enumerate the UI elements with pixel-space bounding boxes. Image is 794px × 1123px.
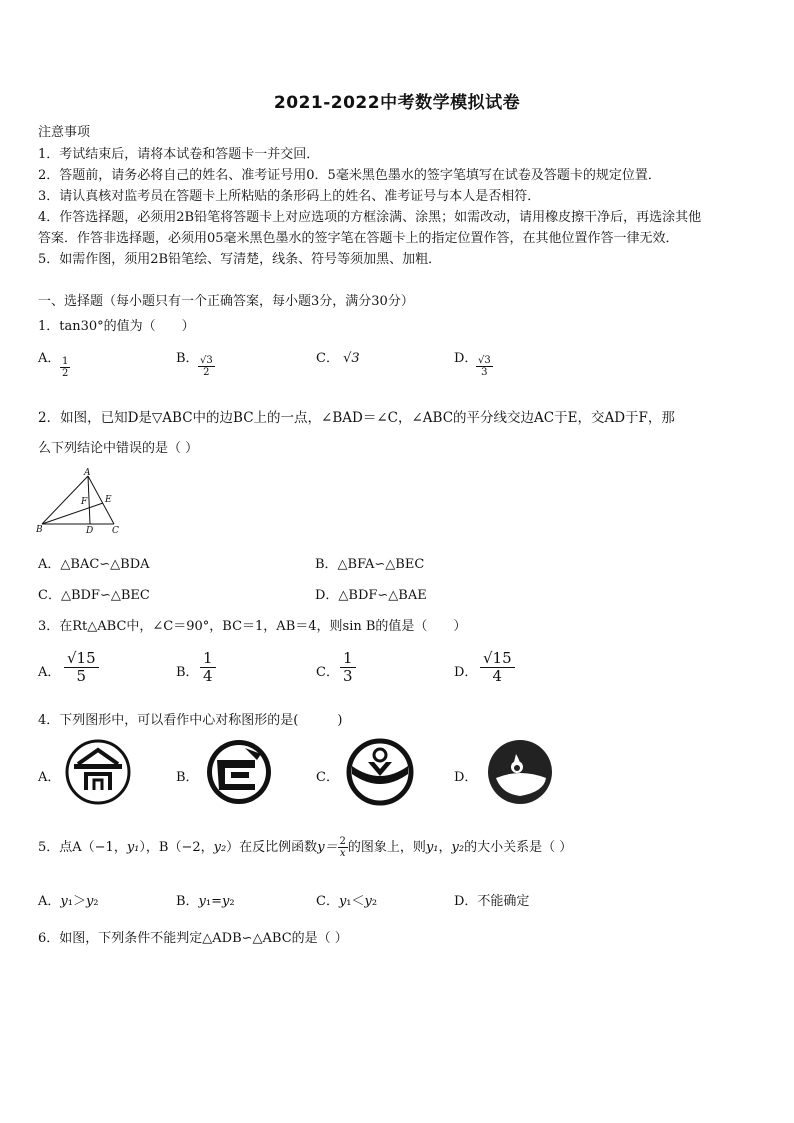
q5-text-f: 的大小关系是（ ） [464, 840, 573, 855]
q2-label-b: B [36, 525, 43, 535]
q1-b-num: √3 [200, 355, 213, 366]
notice-item-2: 2．答题前，请务必将自己的姓名、准考证号用0．5毫米黑色墨水的签字笔填写在试卷及答题卡的规定位置． [38, 168, 661, 183]
q1-label-b: B． [176, 351, 199, 366]
q1-frac-a [60, 356, 70, 379]
q5-func-den: 𝑥 [339, 848, 346, 859]
q5-func-lhs: 𝑦＝ [317, 840, 338, 855]
q5-text-c: ）在反比例函数 [226, 840, 318, 855]
q2-option-c: C．△BDF∽△BEC [38, 588, 150, 603]
q2-option-d: D．△BDF∽△BAE [315, 588, 427, 603]
q4-logo-c [346, 738, 414, 806]
q5-option-c: C．𝑦₁＜𝑦₂ [316, 894, 378, 909]
q1-c-value: √3 [343, 351, 360, 366]
q3-frac-c [340, 650, 356, 685]
q1-frac-b [198, 355, 215, 378]
q5-y1-b: 𝑦₁ [425, 840, 439, 855]
q6-stem: 6．如图，下列条件不能判定△ADB∽△ABC的是（ ） [38, 931, 348, 946]
q2-segment-be [42, 503, 103, 524]
q2-option-b: B．△BFA∽△BEC [315, 557, 425, 572]
q3-frac-d [480, 650, 515, 685]
q1-a-den: 2 [62, 368, 69, 379]
q5-y2-a: 𝑦₂ [213, 840, 227, 855]
q1-label-a: A． [38, 351, 61, 366]
notice-item-1: 1．考试结束后，请将本试卷和答题卡一并交回． [38, 147, 320, 162]
q4-logo-b [205, 738, 273, 806]
q1-option-c [316, 347, 360, 366]
q3-frac-a [64, 650, 99, 685]
q3-frac-b [200, 650, 216, 685]
q1-option-d [454, 347, 477, 366]
q1-option-a [38, 347, 60, 366]
q2-triangle-figure [34, 466, 134, 538]
q5-text-a: 5．点A（−1， [38, 840, 127, 855]
q2-stem-line2: 么下列结论中错误的是（ ） [38, 441, 199, 456]
q4-label-d: D． [454, 770, 478, 785]
q1-stem: 1．tan30°的值为（ ） [38, 319, 195, 334]
q5-y1: 𝑦₁ [126, 840, 140, 855]
q5-option-b: B．𝑦₁=𝑦₂ [176, 894, 235, 909]
q4-logo-a [64, 738, 132, 806]
q1-label-c: C． [316, 351, 339, 366]
q5-option-d: D．不能确定 [454, 894, 530, 909]
q1-a-num: 1 [62, 356, 69, 367]
q3-d-num: √15 [480, 650, 515, 668]
q2-label-a: A [84, 468, 91, 478]
q3-label-b: B． [176, 665, 199, 680]
q3-c-num: 1 [340, 650, 356, 668]
q3-a-den: 5 [76, 667, 87, 685]
q2-segment-ad [88, 476, 90, 524]
q5-func-num: 2 [339, 836, 346, 847]
q3-d-den: 4 [492, 667, 503, 685]
q3-a-num: √15 [64, 650, 99, 668]
q1-d-den: 3 [481, 367, 488, 378]
notice-item-4: 4．作答选择题，必须用2B铅笔将答题卡上对应选项的方框涂满、涂黑；如需改动，请用橡皮擦干净后，再选涂其他 [38, 210, 702, 225]
exam-title: 2021-2022中考数学模拟试卷 [273, 93, 521, 113]
q2-label-d: D [86, 526, 94, 536]
section-heading: 一、选择题（每小题只有一个正确答案，每小题3分，满分30分） [38, 294, 414, 309]
q2-label-f: F [81, 497, 88, 507]
q4-label-a: A． [38, 770, 61, 785]
q4-stem: 4．下列图形中，可以看作中心对称图形的是( ) [38, 713, 343, 728]
q2-option-a: A．△BAC∽△BDA [38, 557, 150, 572]
q3-stem: 3．在Rt△ABC中，∠C＝90°，BC＝1，AB＝4，则sin B的值是（ ） [38, 619, 467, 634]
q1-b-den: 2 [203, 367, 210, 378]
q5-text-b: ），B（−2， [139, 840, 214, 855]
q5-option-a: A．𝑦₁＞𝑦₂ [38, 894, 99, 909]
q1-label-d: D． [454, 351, 478, 366]
q5-text-e: ， [438, 840, 452, 855]
q2-label-c: C [112, 526, 119, 536]
q3-label-c: C． [316, 665, 339, 680]
q5-stem [38, 836, 572, 859]
notice-item-4-cont: 答案．作答非选择题，必须用05毫米黑色墨水的签字笔在答题卡上的指定位置作答，在其他位置作答一律无效． [38, 231, 679, 246]
q1-option-b [176, 347, 199, 366]
q1-frac-d [476, 355, 493, 378]
q5-y2-b: 𝑦₂ [451, 840, 465, 855]
q1-d-num: √3 [478, 355, 491, 366]
q3-b-den: 4 [203, 667, 213, 685]
q2-stem-line1: 2．如图，已知D是▽ABC中的边BC上的一点，∠BAD＝∠C，∠ABC的平分线交边AC于E，交AD于F，那 [38, 410, 675, 426]
q5-text-d: 的图象上，则 [347, 840, 426, 855]
q4-label-c: C． [316, 770, 339, 785]
q3-c-den: 3 [343, 667, 353, 685]
notice-item-3: 3．请认真核对监考员在答题卡上所粘贴的条形码上的姓名、准考证号与本人是否相符． [38, 189, 541, 204]
notice-heading: 注意事项 [38, 125, 91, 140]
q3-b-num: 1 [200, 650, 216, 668]
q3-label-a: A． [38, 665, 61, 680]
q3-label-d: D． [454, 665, 478, 680]
notice-item-5: 5．如需作图，须用2B铅笔绘、写清楚，线条、符号等须加黑、加粗． [38, 252, 442, 267]
q4-logo-d [486, 738, 554, 806]
q2-label-e: E [105, 495, 112, 505]
q4-label-b: B． [176, 770, 199, 785]
